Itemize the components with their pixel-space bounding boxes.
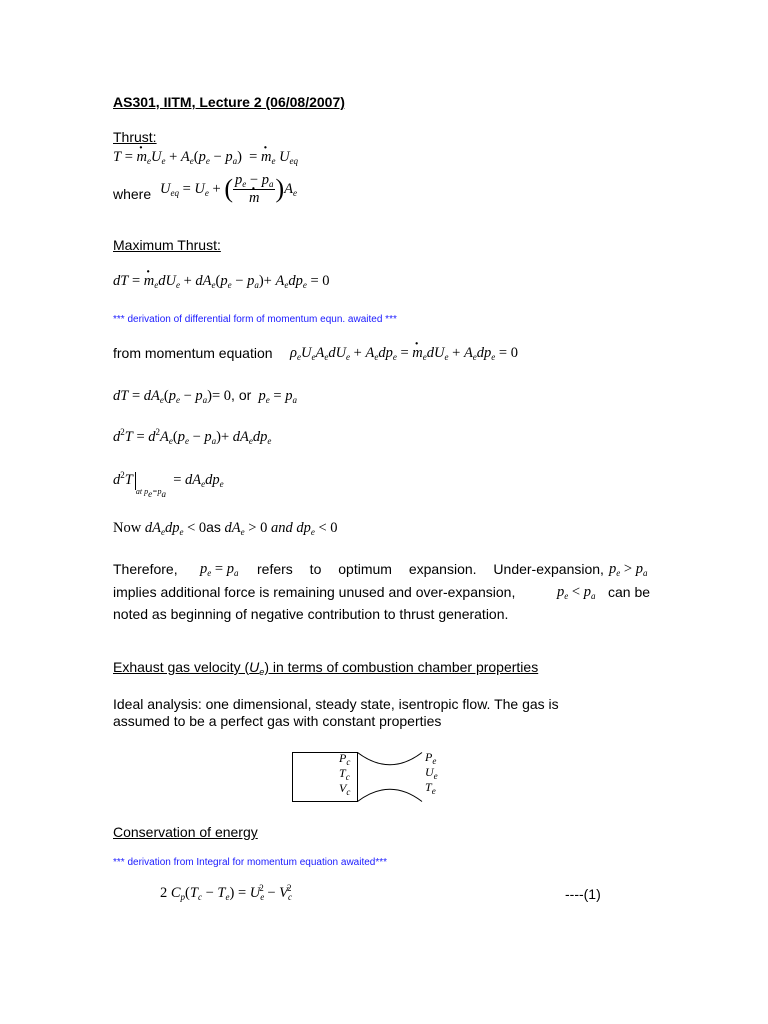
dT-equation: dT = · $m_edU_e + dA_e(p_e - p_a)+ A_edp_e = 0$ (113, 273, 330, 290)
max-thrust-title: Maximum Thrust: (113, 237, 221, 253)
ideal-line-2: assumed to be a perfect gas with constant properties (113, 713, 442, 729)
d2T-at-equation: $d^2T_{at p_e=p_a} = dA_edp_e$ (113, 470, 224, 499)
conservation-title: Conservation of energy (113, 824, 258, 840)
exit-pressure-label: $P_e$ (425, 750, 437, 766)
ueq-equation: $U_{eq} = U_e$ + ( $p_e - p_a$ · m )$A_e$ (160, 172, 297, 207)
ideal-line-1: Ideal analysis: one dimensional, steady state, isentropic flow. The gas is (113, 696, 559, 712)
para1-pe-lt-pa: $p_e < p_a$ (557, 584, 596, 601)
energy-equation: 2 $C_p(T_c - T_e) = U_e^2 - V_c^2$ (160, 883, 293, 902)
exhaust-title-sub: e (259, 667, 265, 677)
para1-refers: refers to optimum expansion. Under-expansion, (257, 561, 604, 577)
and-label: and (270, 520, 293, 536)
momentum-equation: $\rho_eU_eA_edU_e + A_edp_e$ = · $m_edU_e + A_edp_e = 0$ (290, 345, 518, 362)
chamber-temperature-label: $T_c$ (339, 766, 350, 782)
chamber-velocity-label: $V_c$ (339, 781, 351, 797)
thrust-title: Thrust: (113, 129, 157, 145)
lecture-heading: AS301, IITM, Lecture 2 (06/08/2007) (113, 94, 345, 110)
at-label: at (135, 487, 143, 496)
from-momentum-label: from momentum equation (113, 345, 273, 361)
para1-pe-gt-pa: $p_e > p_a$ (609, 561, 648, 578)
dT-zero-equation: dT = $dA_e(p_e - p_a)= 0$, or $p_e = p_a$ (113, 387, 297, 405)
exhaust-title-symbol: U (249, 659, 260, 675)
exit-temperature-label: $T_e$ (425, 780, 436, 796)
integral-note: *** derivation from Integral for momentum equation awaited*** (113, 857, 388, 868)
para1-therefore: Therefore, (113, 561, 178, 577)
chamber-pressure-label: $P_c$ (339, 751, 351, 767)
equation-number: ----(1) (565, 886, 601, 902)
thrust-equation: T = · $m_eU_e + A_e(p_e - p_a)$ = · $m_e$ $U_{eq}$ (113, 149, 298, 166)
nozzle-upper-wall (358, 753, 423, 765)
exhaust-title-pre: Exhaust gas velocity ( (113, 659, 250, 675)
or-label: , or (231, 387, 252, 403)
para1-pe-eq-pa: $p_e = p_a$ (200, 561, 239, 578)
now-label: Now (113, 520, 142, 536)
where-label: where (113, 186, 152, 202)
exit-labels (425, 750, 438, 795)
exhaust-title-post: ) in terms of combustion chamber properties (264, 659, 539, 675)
d2T-equation: $d^2T = d^2A_e(p_e - p_a)+ dA_edp_e$ (113, 427, 272, 446)
momentum-note: *** derivation of differential form of momentum equn. awaited *** (113, 314, 397, 325)
exhaust-title (113, 659, 538, 675)
para1-implies: implies additional force is remaining unused and over-expansion, (113, 584, 516, 600)
para1-noted: noted as beginning of negative contribution to thrust generation. (113, 606, 509, 622)
as-label: as (206, 519, 221, 535)
exit-velocity-label: $U_e$ (425, 765, 438, 781)
para1-can-be: can be (608, 584, 651, 600)
chamber-labels (339, 751, 350, 796)
now-inequality: Now $dA_edp_e < 0as$ $dA_e > 0$ and $dp_e < 0$ (113, 519, 338, 537)
nozzle-lower-wall (358, 789, 423, 801)
